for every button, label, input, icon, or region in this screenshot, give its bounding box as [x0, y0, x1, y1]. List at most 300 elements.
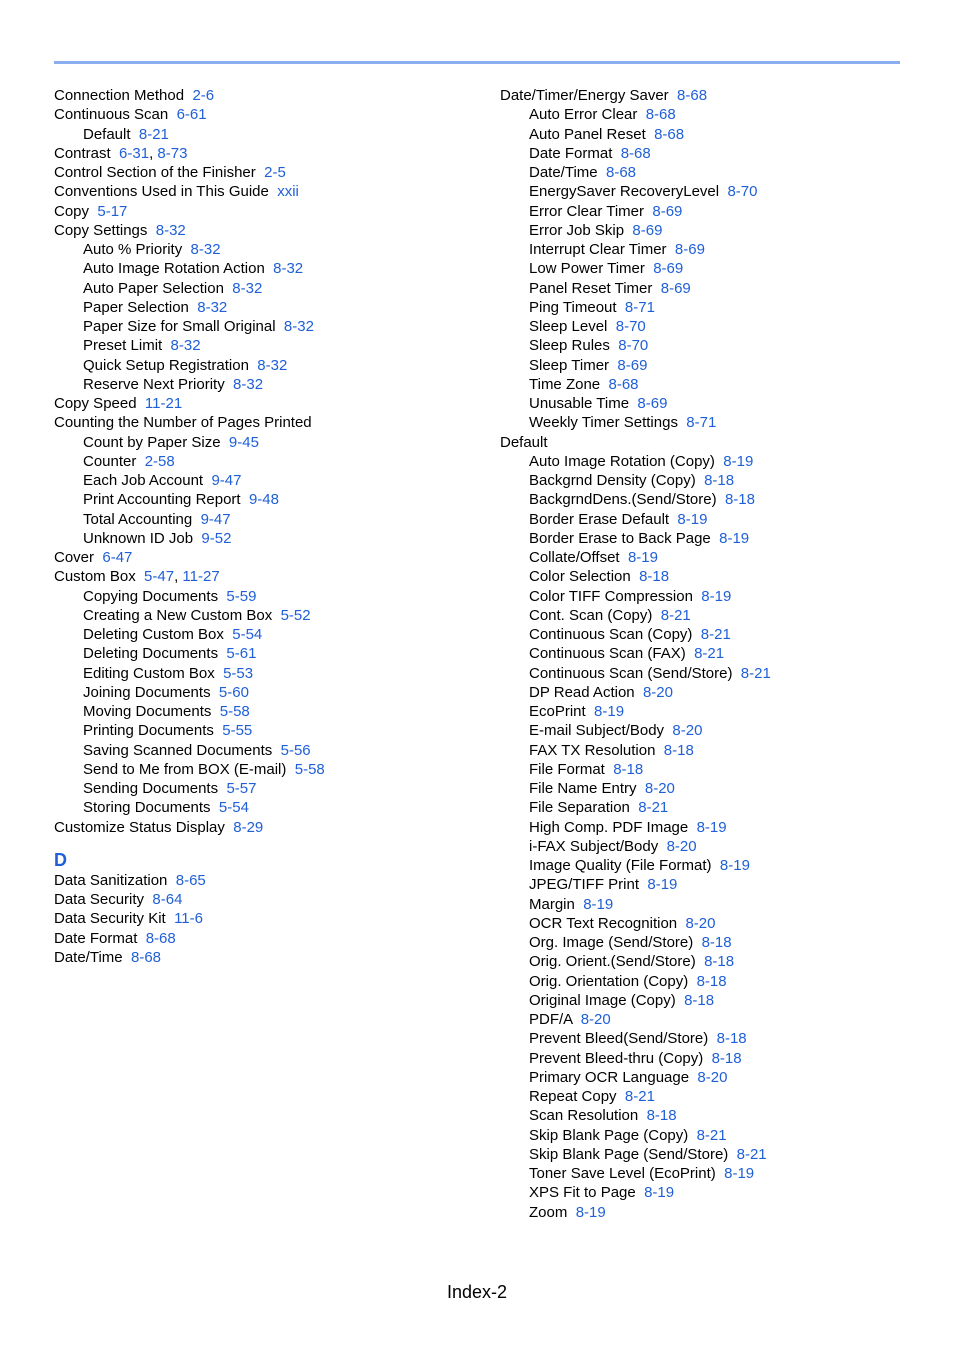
index-entry-label: Sleep Timer [529, 356, 610, 374]
index-subentry [500, 856, 920, 875]
index-subentry [500, 375, 920, 394]
page-reference-link[interactable]: 5-58 [294, 760, 325, 778]
page-reference-link[interactable]: 5-52 [280, 606, 311, 624]
index-subentry [500, 356, 920, 375]
index-entry-label: Auto Image Rotation Action [83, 260, 265, 278]
page-reference-link[interactable]: 8-19 [719, 529, 750, 547]
index-subentry [500, 606, 920, 625]
index-entry-label: Prevent Bleed-thru (Copy) [529, 1049, 704, 1067]
index-entry-label: Continuous Scan (Send/Store) [529, 664, 733, 682]
index-subentry [500, 741, 920, 760]
page-reference-link[interactable]: 8-21 [138, 125, 169, 143]
index-entry-label: Creating a New Custom Box [83, 606, 273, 624]
index-entry-label: Original Image (Copy) [529, 991, 676, 1009]
index-entry-label: PDF/A [529, 1011, 573, 1028]
index-subentry [500, 587, 920, 606]
page-reference-link[interactable]: 5-56 [280, 741, 311, 759]
page-reference-link[interactable]: 2-5 [264, 164, 286, 181]
index-subentry [54, 298, 474, 317]
index-subentry [500, 875, 920, 894]
page-reference-link[interactable]: 8-19 [627, 549, 658, 566]
page-reference-link[interactable]: 8-19 [594, 703, 625, 720]
page-reference-link[interactable]: 8-18 [646, 1107, 677, 1125]
index-entry-label: EnergySaver RecoveryLevel [529, 183, 720, 201]
page-reference-link[interactable]: 8-19 [701, 587, 732, 605]
page-reference-link[interactable]: 11-21 [144, 395, 183, 412]
page-reference-link[interactable]: 8-68 [605, 164, 637, 181]
page-reference-link[interactable]: 8-21 [696, 1126, 727, 1144]
index-subentry [54, 279, 474, 298]
index-subentry [500, 1049, 920, 1068]
index-subentry [54, 644, 474, 663]
page-reference-link[interactable]: 8-68 [145, 929, 176, 947]
index-subentry [500, 471, 920, 490]
page-reference-link[interactable]: 8-19 [647, 876, 678, 894]
index-entry-label: JPEG/TIFF Print [529, 876, 640, 894]
index-subentry [54, 471, 474, 490]
index-entry-label: Conventions Used in This Guide [54, 183, 269, 201]
index-entry [500, 86, 920, 105]
index-subentry [54, 125, 474, 144]
index-entry-label: Scan Resolution [529, 1107, 639, 1125]
index-entry-label: Continuous Scan (FAX) [529, 645, 686, 663]
index-subentry [500, 779, 920, 798]
index-subentry [500, 548, 920, 567]
index-subentry [54, 375, 474, 394]
page-reference-link[interactable]: 8-69 [660, 279, 691, 297]
page-number: Index-2 [446, 1282, 508, 1302]
index-subentry [500, 452, 920, 471]
page-reference-link[interactable]: 5-54 [218, 799, 249, 817]
index-entry-label: Skip Blank Page (Copy) [529, 1126, 689, 1144]
page-reference-link[interactable]: 5-60 [218, 683, 249, 701]
index-entry-label: Panel Reset Timer [529, 279, 653, 297]
index-entry-label: Orig. Orient.(Send/Store) [529, 953, 696, 971]
index-entry-label: File Separation [529, 799, 630, 817]
index-entry-label: Margin [529, 895, 575, 913]
index-entry [54, 890, 474, 909]
page-reference-link[interactable]: 8-20 [644, 780, 675, 797]
index-entry-label: Saving Scanned Documents [83, 741, 273, 759]
index-subentry [500, 1068, 920, 1087]
page-reference-link[interactable]: , 8-73 [149, 145, 187, 162]
page-reference-link[interactable]: 8-68 [620, 144, 651, 162]
index-entry-label: Border Erase Default [529, 510, 670, 528]
page-reference-link[interactable]: 8-32 [233, 375, 264, 393]
page-reference-link[interactable]: 8-18 [704, 953, 735, 971]
page-reference-link[interactable]: 8-69 [632, 221, 663, 239]
index-entry-label: Zoom [529, 1203, 568, 1221]
page-reference-link[interactable]: 9-48 [248, 491, 279, 509]
index-entry-label: Custom Box [54, 568, 136, 586]
page-reference-link[interactable]: 8-69 [674, 241, 705, 258]
index-subentry [500, 529, 920, 548]
page-reference-link[interactable]: 5-57 [226, 780, 257, 797]
index-entry-label: Org. Image (Send/Store) [529, 934, 694, 951]
page-reference-link[interactable]: 8-21 [624, 1088, 655, 1105]
index-entry-label: Contrast [54, 144, 111, 162]
index-entry-label: Ping Timeout [529, 298, 617, 316]
index-subentry [54, 741, 474, 760]
index-entry [54, 818, 474, 837]
index-entry-label: Toner Save Level (EcoPrint) [529, 1165, 716, 1182]
page-reference-link[interactable]: 8-69 [652, 202, 683, 220]
index-subentry [500, 163, 920, 182]
index-subentry [500, 490, 920, 509]
page-reference-link[interactable]: 6-61 [176, 106, 207, 124]
index-entry-label: Color Selection [529, 568, 631, 586]
index-entry-label: Joining Documents [83, 683, 211, 701]
index-subentry [54, 240, 474, 259]
page-reference-link[interactable]: 8-19 [644, 1184, 675, 1202]
page-reference-link[interactable]: 8-18 [716, 1030, 747, 1048]
index-subentry [500, 1106, 920, 1125]
index-entry [54, 86, 474, 105]
page-reference-link[interactable]: 8-19 [575, 1203, 606, 1221]
index-entry-label: Count by Paper Size [83, 433, 221, 451]
index-entry-label: Auto Panel Reset [529, 125, 646, 143]
page-reference-link[interactable]: 8-21 [700, 626, 731, 643]
index-entry-label: Printing Documents [83, 722, 214, 740]
page-reference-link[interactable]: 8-32 [197, 298, 228, 316]
index-entry-label: i-FAX Subject/Body [529, 837, 659, 855]
index-subentry [54, 490, 474, 509]
index-entry-label: Paper Size for Small Original [83, 318, 276, 335]
index-subentry [500, 1029, 920, 1048]
page-reference-link[interactable]: 8-68 [608, 375, 639, 393]
index-entry-label: Auto % Priority [83, 241, 183, 258]
index-entry-label: Paper Selection [83, 298, 189, 316]
page-reference-link[interactable]: 8-32 [283, 318, 314, 335]
index-subentry [500, 1010, 920, 1029]
page-reference-link[interactable]: 8-21 [660, 606, 691, 624]
index-subentry [500, 1164, 920, 1183]
page-reference-link[interactable]: 8-20 [580, 1011, 611, 1028]
page-reference-link[interactable]: 5-17 [97, 202, 128, 220]
index-entry-label: Control Section of the Finisher [54, 164, 256, 181]
page-reference-link[interactable]: 6-47 [102, 549, 133, 566]
index-subentry [500, 818, 920, 837]
index-entry [54, 871, 474, 890]
index-entry-label: Color TIFF Compression [529, 587, 693, 605]
index-subentry [54, 529, 474, 548]
index-entry-label: Copy Settings [54, 221, 148, 239]
page-reference-link[interactable]: 8-70 [618, 337, 649, 355]
index-subentry [500, 837, 920, 856]
index-subentry [54, 587, 474, 606]
index-entry-label: Reserve Next Priority [83, 375, 225, 393]
page-reference-link[interactable]: 5-55 [222, 722, 253, 740]
page-reference-link[interactable]: 5-61 [226, 645, 257, 663]
index-entry-label: Unusable Time [529, 395, 630, 412]
index-subentry [500, 760, 920, 779]
page-reference-link[interactable]: 8-18 [701, 934, 732, 951]
index-entry [54, 909, 474, 928]
page-reference-link[interactable]: 9-52 [201, 529, 232, 547]
index-subentry [500, 644, 920, 663]
index-subentry [54, 721, 474, 740]
index-entry-label: Cover [54, 549, 95, 566]
index-entry [54, 202, 474, 221]
page-reference-link[interactable]: 2-6 [192, 87, 215, 104]
page-reference-link[interactable]: 8-64 [152, 891, 183, 908]
index-subentry [500, 1145, 920, 1164]
page-reference-link[interactable]: 8-71 [686, 414, 717, 432]
index-subentry [500, 1087, 920, 1106]
page-reference-link[interactable]: 8-32 [170, 337, 201, 355]
index-subentry [500, 1203, 920, 1222]
page-reference-link[interactable]: 8-32 [155, 221, 186, 239]
page-reference-link[interactable]: 8-68 [677, 87, 708, 104]
index-subentry [500, 1183, 920, 1202]
index-subentry [54, 760, 474, 779]
index-entry [54, 413, 474, 432]
index-entry-label: Default [500, 433, 548, 451]
index-entry-label: Copy Speed [54, 395, 137, 412]
page-reference-link[interactable]: 8-68 [130, 948, 162, 966]
index-entry [54, 163, 474, 182]
index-entry-label: Editing Custom Box [83, 664, 215, 682]
index-entry-label: Deleting Custom Box [83, 626, 224, 643]
index-entry-label: BackgrndDens.(Send/Store) [529, 491, 717, 509]
index-subentry [500, 567, 920, 586]
index-subentry [54, 683, 474, 702]
index-entry-label: Error Clear Timer [529, 202, 645, 220]
index-subentry [500, 336, 920, 355]
index-entry-label: Skip Blank Page (Send/Store) [529, 1145, 729, 1163]
index-entry-label: Counting the Number of Pages Printed [54, 414, 312, 432]
index-subentry [500, 510, 920, 529]
index-subentry [500, 798, 920, 817]
index-entry-label: Moving Documents [83, 703, 212, 720]
page-reference-link[interactable]: 8-32 [257, 356, 288, 374]
page-reference-link[interactable]: 5-59 [226, 587, 257, 605]
page-reference-link[interactable]: 8-18 [663, 741, 694, 759]
index-entry [54, 394, 474, 413]
index-subentry [54, 452, 474, 471]
index-entry-label: Border Erase to Back Page [529, 529, 711, 547]
page-reference-link[interactable]: 5-58 [219, 703, 250, 720]
page-reference-link[interactable]: 8-69 [637, 395, 668, 412]
index-entry-label: Data Sanitization [54, 871, 168, 889]
index-subentry [500, 991, 920, 1010]
page-reference-link[interactable]: 8-19 [696, 818, 727, 836]
page-reference-link[interactable]: 8-21 [736, 1145, 767, 1163]
index-entry-label: File Name Entry [529, 780, 637, 797]
index-entry-label: Backgrnd Density (Copy) [529, 472, 696, 489]
page-reference-link[interactable]: 8-20 [685, 914, 716, 932]
page-reference-link[interactable]: 8-19 [677, 510, 708, 528]
page-reference-link[interactable]: , 11-27 [174, 568, 220, 585]
index-subentry [54, 779, 474, 798]
index-subentry [54, 606, 474, 625]
index-entry [54, 105, 474, 124]
index-entry [54, 221, 474, 240]
index-subentry [54, 664, 474, 683]
index-subentry [500, 259, 920, 278]
index-entry-label: Preset Limit [83, 337, 163, 355]
index-entry-label: Auto Paper Selection [83, 279, 224, 297]
page-reference-link[interactable]: 8-65 [175, 871, 206, 889]
page-reference-link[interactable]: 8-69 [617, 356, 648, 374]
index-entry-label: Auto Image Rotation (Copy) [529, 452, 715, 470]
page-reference-link[interactable]: xxii [277, 183, 299, 201]
index-subentry [500, 413, 920, 432]
index-entry-label: Print Accounting Report [83, 491, 241, 509]
index-entry-label: Quick Setup Registration [83, 356, 249, 374]
page-reference-link[interactable]: 8-21 [638, 799, 669, 817]
index-entry-label: Time Zone [529, 375, 601, 393]
index-entry-label: Sleep Rules [529, 337, 610, 355]
index-entry-label: Primary OCR Language [529, 1068, 690, 1086]
index-subentry [54, 336, 474, 355]
page-reference-link[interactable]: 8-21 [740, 664, 771, 682]
page-reference-link[interactable]: 8-18 [724, 491, 755, 509]
index-entry-label: Date/Timer/Energy Saver [500, 87, 669, 104]
page-reference-link[interactable]: 8-20 [642, 683, 673, 701]
index-entry-label: Cont. Scan (Copy) [529, 606, 653, 624]
page-reference-link[interactable]: 2-58 [144, 452, 175, 470]
index-entry-label: XPS Fit to Page [529, 1184, 636, 1202]
index-subentry [500, 972, 920, 991]
index-subentry [500, 317, 920, 336]
index-letter-heading: D [54, 849, 67, 870]
page-reference-link[interactable]: 11-6 [174, 910, 203, 928]
page-reference-link[interactable]: 8-70 [727, 183, 758, 201]
page-reference-link[interactable]: 8-19 [583, 895, 614, 913]
index-entry-label: Copy [54, 202, 90, 220]
page-reference-link[interactable]: 8-19 [719, 857, 750, 874]
index-entry-label: OCR Text Recognition [529, 914, 678, 932]
page-reference-link[interactable]: 8-32 [232, 279, 263, 297]
index-subentry [54, 433, 474, 452]
page-reference-link[interactable]: 8-18 [684, 991, 715, 1009]
page-reference-link[interactable]: 6-31 [119, 144, 150, 162]
index-entry-label: Image Quality (File Format) [529, 857, 712, 874]
index-entry-label: Customize Status Display [54, 818, 225, 836]
page-reference-link[interactable]: 8-20 [697, 1068, 728, 1086]
index-entry-label: Date Format [54, 929, 138, 947]
index-subentry [500, 914, 920, 933]
index-entry-label: Interrupt Clear Timer [529, 241, 667, 258]
index-entry-label: Connection Method [54, 87, 185, 104]
index-entry-label: Total Accounting [83, 510, 193, 528]
index-subentry [500, 202, 920, 221]
index-entry [54, 567, 474, 586]
index-entry-label: DP Read Action [529, 683, 635, 701]
index-subentry [500, 1126, 920, 1145]
index-entry-label: Collate/Offset [529, 549, 620, 566]
page-reference-link[interactable]: 8-32 [273, 260, 304, 278]
index-subentry [500, 394, 920, 413]
index-subentry [500, 933, 920, 952]
index-entry [54, 144, 474, 163]
page-reference-link[interactable]: 5-54 [232, 626, 263, 643]
index-subentry [500, 952, 920, 971]
header-rule [54, 61, 900, 64]
page-reference-link[interactable]: 8-18 [704, 472, 735, 489]
index-subentry [500, 625, 920, 644]
page-reference-link[interactable]: 8-29 [233, 818, 264, 836]
index-subentry [500, 221, 920, 240]
index-subentry [500, 105, 920, 124]
page-reference-link[interactable]: 8-20 [672, 722, 703, 740]
index-subentry [54, 356, 474, 375]
page-reference-link[interactable]: 8-19 [723, 452, 754, 470]
index-subentry [54, 317, 474, 336]
index-subentry [54, 510, 474, 529]
page-reference-link[interactable]: 8-21 [694, 645, 725, 663]
index-entry-label: Error Job Skip [529, 221, 625, 239]
index-entry-label: E-mail Subject/Body [529, 722, 665, 740]
index-subentry [500, 240, 920, 259]
index-subentry [500, 721, 920, 740]
index-entry [54, 948, 474, 967]
index-subentry [500, 298, 920, 317]
index-entry-label: High Comp. PDF Image [529, 818, 689, 836]
page-reference-link[interactable]: 5-47 [144, 568, 175, 586]
page-reference-link[interactable]: 9-45 [228, 433, 259, 451]
index-entry [54, 929, 474, 948]
index-entry-label: Repeat Copy [529, 1088, 617, 1105]
index-entry-label: Each Job Account [83, 472, 204, 489]
page-reference-link[interactable]: 8-70 [615, 318, 646, 335]
index-entry-label: Continuous Scan [54, 106, 169, 124]
index-entry-label: Auto Error Clear [529, 106, 638, 124]
index-entry-label: Low Power Timer [529, 260, 645, 278]
page-reference-link[interactable]: 8-18 [696, 972, 727, 990]
index-subentry [54, 625, 474, 644]
index-entry-label: Prevent Bleed(Send/Store) [529, 1030, 709, 1048]
index-entry-label: Deleting Documents [83, 645, 219, 663]
page-reference-link[interactable]: 8-68 [654, 125, 685, 143]
index-subentry [54, 702, 474, 721]
index-entry-label: Date Format [529, 144, 613, 162]
page-reference-link[interactable]: 8-32 [190, 241, 221, 258]
index-entry-label: Date/Time [529, 164, 598, 181]
index-subentry [54, 798, 474, 817]
index-subentry [500, 664, 920, 683]
index-entry-label: EcoPrint [529, 703, 586, 720]
page-reference-link[interactable]: 8-18 [639, 568, 670, 586]
index-subentry [500, 683, 920, 702]
index-column-left [54, 86, 474, 967]
index-entry [54, 548, 474, 567]
index-entry [500, 433, 920, 452]
index-subentry [500, 279, 920, 298]
page-reference-link[interactable]: 8-20 [666, 837, 697, 855]
page-reference-link[interactable]: 8-71 [624, 298, 655, 316]
index-entry-label: FAX TX Resolution [529, 741, 656, 759]
page-reference-link[interactable]: 9-47 [200, 510, 231, 528]
index-subentry [500, 144, 920, 163]
page-reference-link[interactable]: 5-53 [223, 664, 254, 682]
index-entry-label: Sleep Level [529, 318, 608, 335]
index-entry-label: Storing Documents [83, 799, 211, 817]
page-reference-link[interactable]: 8-69 [653, 260, 684, 278]
page-reference-link[interactable]: 8-68 [645, 106, 676, 124]
index-subentry [54, 259, 474, 278]
index-column-right [500, 86, 920, 1222]
page-reference-link[interactable]: 8-18 [711, 1049, 742, 1067]
page-reference-link[interactable]: 9-47 [211, 472, 242, 489]
index-entry-label: Orig. Orientation (Copy) [529, 972, 689, 990]
page-reference-link[interactable]: 8-18 [613, 760, 644, 778]
index-entry [54, 182, 474, 201]
index-entry-label: Data Security [54, 891, 145, 908]
page-reference-link[interactable]: 8-19 [724, 1165, 755, 1182]
index-entry-label: File Format [529, 760, 605, 778]
